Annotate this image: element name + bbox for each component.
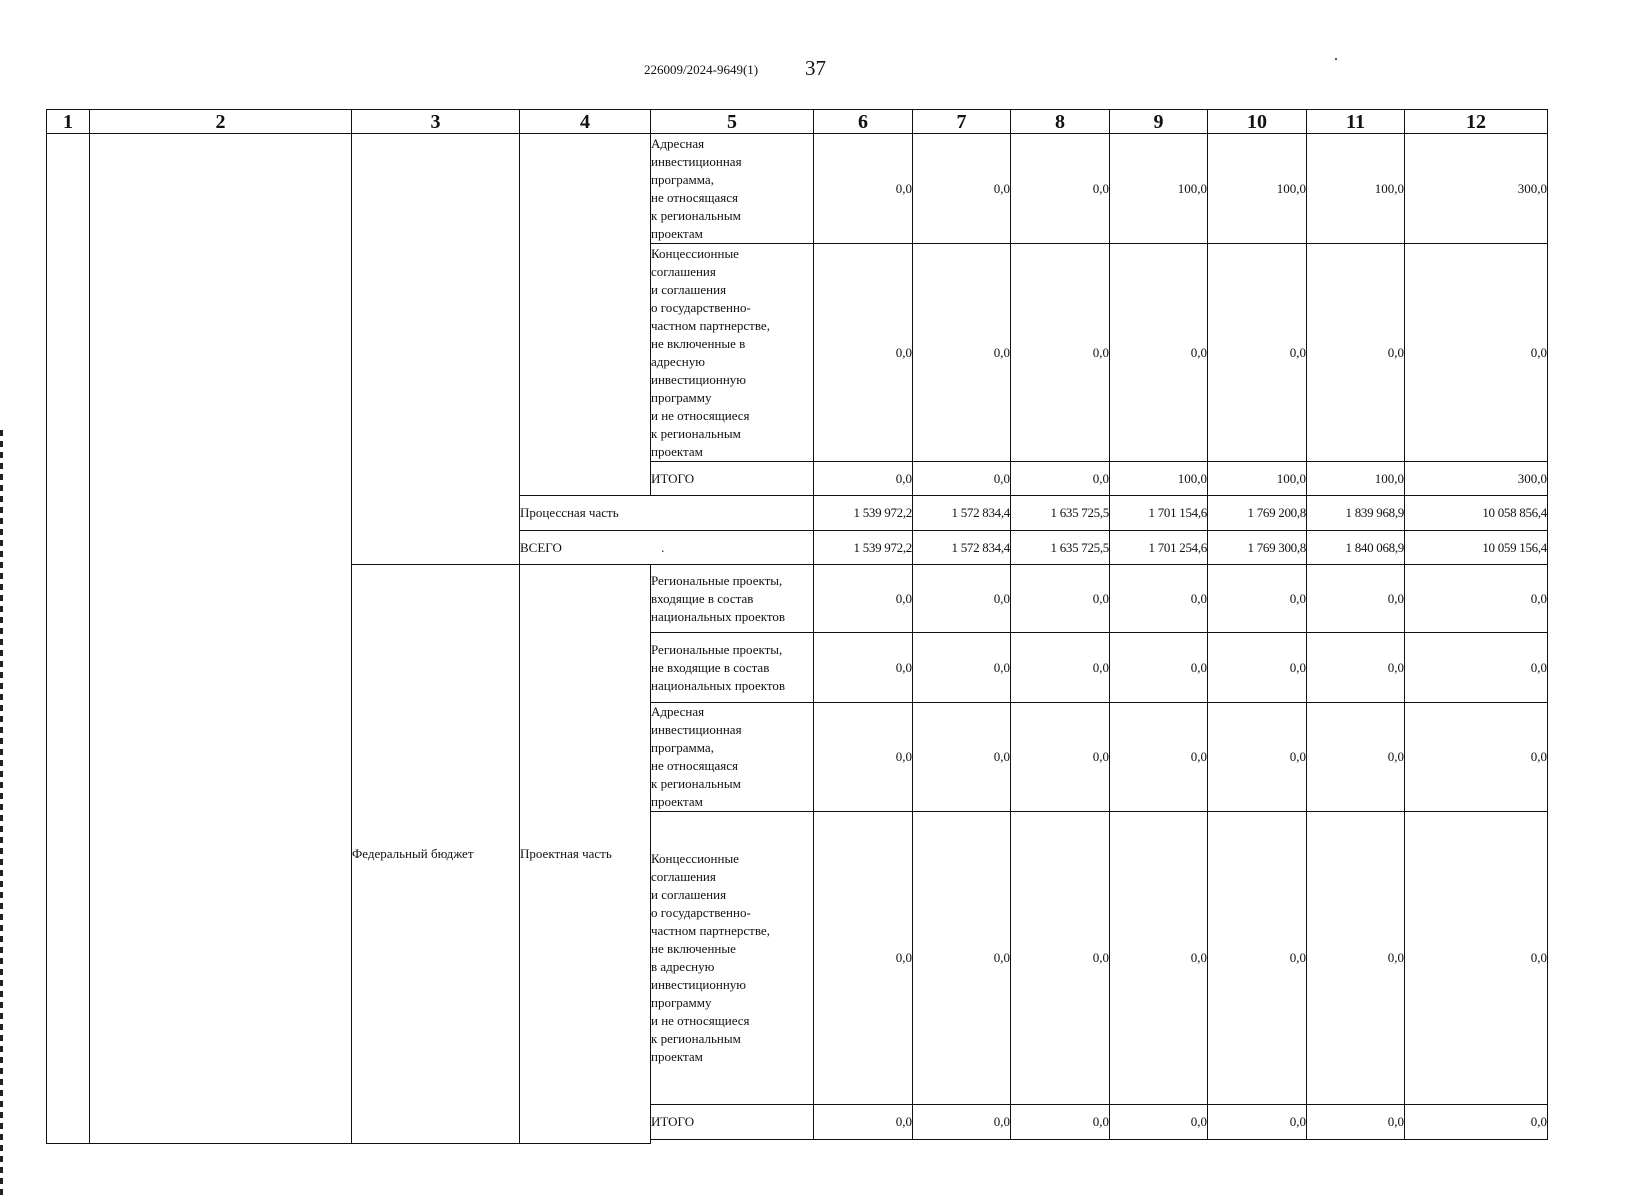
- page-number: 37: [805, 56, 826, 80]
- value-cell: 1 539 972,2: [814, 531, 913, 565]
- value-cell: 100,0: [1110, 462, 1208, 496]
- value-cell: 0,0: [1110, 703, 1208, 812]
- total-label-cell: [520, 531, 814, 565]
- column-number: 7: [913, 110, 1011, 134]
- value-cell: 100,0: [1110, 134, 1208, 244]
- scan-edge-marks: [0, 430, 3, 1200]
- value-cell: 0,0: [814, 462, 913, 496]
- spacer-cell: [651, 1140, 1548, 1144]
- column-number: 2: [90, 110, 352, 134]
- budget-source-label: Федеральный бюджет: [352, 565, 520, 1144]
- value-cell: 1 635 725,5: [1011, 531, 1110, 565]
- row-label: Региональные проекты, не входящие в состав национальных проектов: [651, 633, 814, 703]
- value-cell: 0,0: [1307, 633, 1405, 703]
- column-number: 8: [1011, 110, 1110, 134]
- value-cell: 0,0: [1011, 703, 1110, 812]
- value-cell: 0,0: [1307, 703, 1405, 812]
- value-cell: 1 840 068,9: [1307, 531, 1405, 565]
- value-cell: 0,0: [814, 1105, 913, 1140]
- value-cell: 0,0: [1405, 812, 1548, 1105]
- value-cell: 0,0: [1110, 633, 1208, 703]
- row-label-total: ИТОГО: [651, 1105, 814, 1140]
- row-label: Концессионные соглашения и соглашения о государственно- частном партнерстве, не включенные в адресную инвестиционную программу и не относящиеся к региональным проектам: [651, 244, 814, 462]
- value-cell: 0,0: [1405, 1105, 1548, 1140]
- value-cell: 1 539 972,2: [814, 496, 913, 531]
- value-cell: 0,0: [814, 244, 913, 462]
- value-cell: 0,0: [1307, 565, 1405, 633]
- value-cell: 0,0: [1011, 633, 1110, 703]
- value-cell: 10 059 156,4: [1405, 531, 1548, 565]
- value-cell: 0,0: [814, 565, 913, 633]
- value-cell: 0,0: [913, 565, 1011, 633]
- value-cell: 0,0: [1208, 1105, 1307, 1140]
- value-cell: 0,0: [913, 812, 1011, 1105]
- value-cell: 100,0: [1208, 134, 1307, 244]
- value-cell: 0,0: [1208, 703, 1307, 812]
- part-label: Проектная часть: [520, 565, 651, 1144]
- value-cell: 300,0: [1405, 134, 1548, 244]
- row-label: Концессионные соглашения и соглашения о государственно- частном партнерстве, не включенные в адресную инвестиционную программу и не относящиеся к региональным проектам: [651, 812, 814, 1105]
- value-cell: 0,0: [814, 633, 913, 703]
- value-cell: 1 572 834,4: [913, 496, 1011, 531]
- value-cell: 0,0: [1307, 244, 1405, 462]
- table-row: [47, 134, 1548, 244]
- value-cell: 0,0: [1405, 633, 1548, 703]
- value-cell: 0,0: [1011, 812, 1110, 1105]
- value-cell: 1 769 200,8: [1208, 496, 1307, 531]
- value-cell: 0,0: [1110, 565, 1208, 633]
- value-cell: 0,0: [913, 633, 1011, 703]
- value-cell: 100,0: [1307, 462, 1405, 496]
- value-cell: 0,0: [1307, 812, 1405, 1105]
- value-cell: 1 572 834,4: [913, 531, 1011, 565]
- value-cell: 0,0: [1307, 1105, 1405, 1140]
- value-cell: 0,0: [1110, 812, 1208, 1105]
- value-cell: 0,0: [1011, 462, 1110, 496]
- value-cell: 1 635 725,5: [1011, 496, 1110, 531]
- column-number: 3: [352, 110, 520, 134]
- column-number-row: [47, 110, 1548, 134]
- column-number: 5: [651, 110, 814, 134]
- column-number: 11: [1307, 110, 1405, 134]
- value-cell: 1 769 300,8: [1208, 531, 1307, 565]
- column-2-cell: [90, 134, 352, 1144]
- column-3-cell: [352, 134, 520, 565]
- value-cell: 0,0: [1011, 565, 1110, 633]
- value-cell: 0,0: [1110, 244, 1208, 462]
- value-cell: 1 839 968,9: [1307, 496, 1405, 531]
- value-cell: 10 058 856,4: [1405, 496, 1548, 531]
- value-cell: 0,0: [1208, 244, 1307, 462]
- column-number: 10: [1208, 110, 1307, 134]
- stray-mark: .: [661, 539, 665, 555]
- value-cell: 0,0: [1011, 134, 1110, 244]
- value-cell: 0,0: [913, 462, 1011, 496]
- value-cell: 0,0: [913, 134, 1011, 244]
- scan-speck: [1335, 58, 1337, 60]
- row-label: Региональные проекты, входящие в состав национальных проектов: [651, 565, 814, 633]
- value-cell: 0,0: [913, 1105, 1011, 1140]
- value-cell: 0,0: [1208, 812, 1307, 1105]
- row-label: Адресная инвестиционная программа, не относящаяся к региональным проектам: [651, 134, 814, 244]
- value-cell: 100,0: [1307, 134, 1405, 244]
- value-cell: 0,0: [913, 244, 1011, 462]
- column-number: 12: [1405, 110, 1548, 134]
- document-number: 226009/2024-9649(1): [644, 62, 759, 77]
- process-part-label: Процессная часть: [520, 496, 814, 531]
- value-cell: 0,0: [1110, 1105, 1208, 1140]
- value-cell: 100,0: [1208, 462, 1307, 496]
- column-number: 1: [47, 110, 90, 134]
- column-number: 6: [814, 110, 913, 134]
- value-cell: 0,0: [1208, 633, 1307, 703]
- value-cell: 0,0: [1011, 244, 1110, 462]
- value-cell: 1 701 154,6: [1110, 496, 1208, 531]
- value-cell: 0,0: [814, 703, 913, 812]
- value-cell: 0,0: [1405, 703, 1548, 812]
- value-cell: 0,0: [1208, 565, 1307, 633]
- value-cell: 0,0: [1405, 565, 1548, 633]
- value-cell: 0,0: [913, 703, 1011, 812]
- column-4-cell: [520, 134, 651, 496]
- row-label: Адресная инвестиционная программа, не относящаяся к региональным проектам: [651, 703, 814, 812]
- budget-table: [46, 109, 1548, 1144]
- column-number: 4: [520, 110, 651, 134]
- value-cell: 300,0: [1405, 462, 1548, 496]
- column-1-cell: [47, 134, 90, 1144]
- value-cell: 0,0: [1011, 1105, 1110, 1140]
- value-cell: 0,0: [1405, 244, 1548, 462]
- column-number: 9: [1110, 110, 1208, 134]
- value-cell: 0,0: [814, 812, 913, 1105]
- value-cell: 1 701 254,6: [1110, 531, 1208, 565]
- value-cell: 0,0: [814, 134, 913, 244]
- row-label-total: ИТОГО: [651, 462, 814, 496]
- total-label: ВСЕГО: [520, 539, 562, 555]
